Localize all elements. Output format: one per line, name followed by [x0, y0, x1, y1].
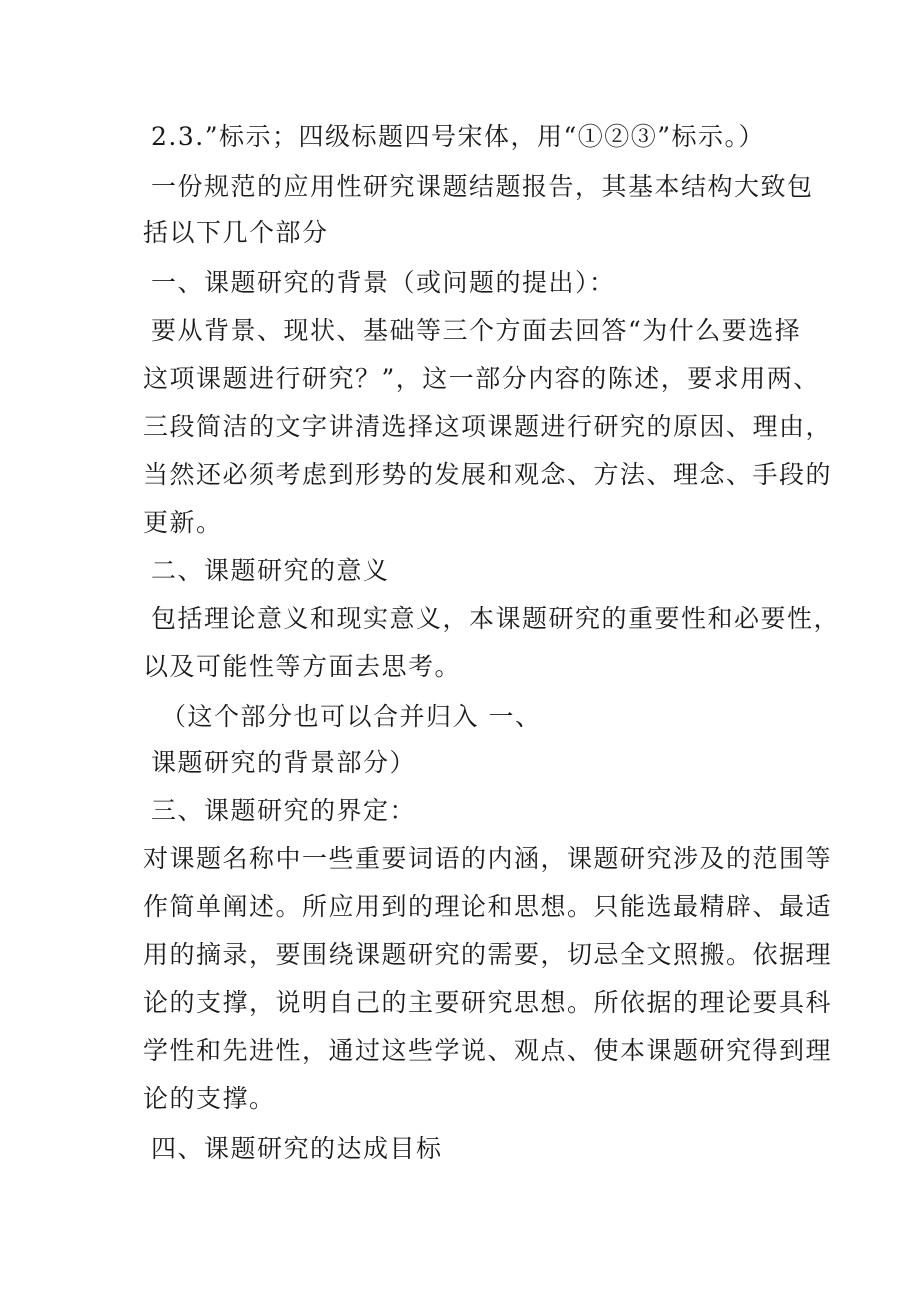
text-line-note-2: 课题研究的背景部分） [151, 748, 417, 777]
text-line-definition-3: 用的摘录，要围绕课题研究的需要，切忌全文照搬。依据理 [143, 940, 833, 969]
text-line-heading-levels: 2.3.”标示；四级标题四号宋体，用“①②③”标示。） [151, 122, 766, 151]
text-line-intro-cont: 括以下几个部分 [143, 218, 329, 247]
text-line-significance-1: 包括理论意义和现实意义，本课题研究的重要性和必要性， [151, 604, 841, 633]
text-line-definition-5: 学性和先进性，通过这些学说、观点、使本课题研究得到理 [143, 1036, 833, 1065]
text-line-definition-2: 作简单阐述。所应用到的理论和思想。只能选最精辟、最适 [143, 892, 833, 921]
text-line-intro: 一份规范的应用性研究课题结题报告，其基本结构大致包 [151, 172, 814, 201]
text-line-background-2: 这项课题进行研究？”，这一部分内容的陈述，要求用两、 [143, 364, 820, 393]
section-heading-background: 一、课题研究的背景（或问题的提出）： [151, 268, 616, 297]
text-line-background-5: 更新。 [143, 508, 223, 537]
text-line-significance-2: 以及可能性等方面去思考。 [143, 652, 462, 681]
text-line-background-3: 三段简洁的文字讲清选择这项课题进行研究的原因、理由， [143, 412, 833, 441]
text-line-definition-1: 对课题名称中一些重要词语的内涵，课题研究涉及的范围等 [143, 844, 833, 873]
section-heading-goals: 四、课题研究的达成目标 [151, 1134, 443, 1163]
text-line-background-4: 当然还必须考虑到形势的发展和观念、方法、理念、手段的 [143, 460, 833, 489]
section-heading-significance: 二、课题研究的意义 [151, 556, 390, 585]
section-heading-definition: 三、课题研究的界定： [151, 796, 417, 825]
text-line-definition-4: 论的支撑，说明自己的主要研究思想。所依据的理论要具科 [143, 988, 833, 1017]
text-line-note-1: （这个部分也可以合并归入 一、 [161, 702, 542, 731]
text-line-background-1: 要从背景、现状、基础等三个方面去回答“为什么要选择 [151, 316, 802, 345]
text-line-definition-6: 论的支撑。 [143, 1084, 276, 1113]
